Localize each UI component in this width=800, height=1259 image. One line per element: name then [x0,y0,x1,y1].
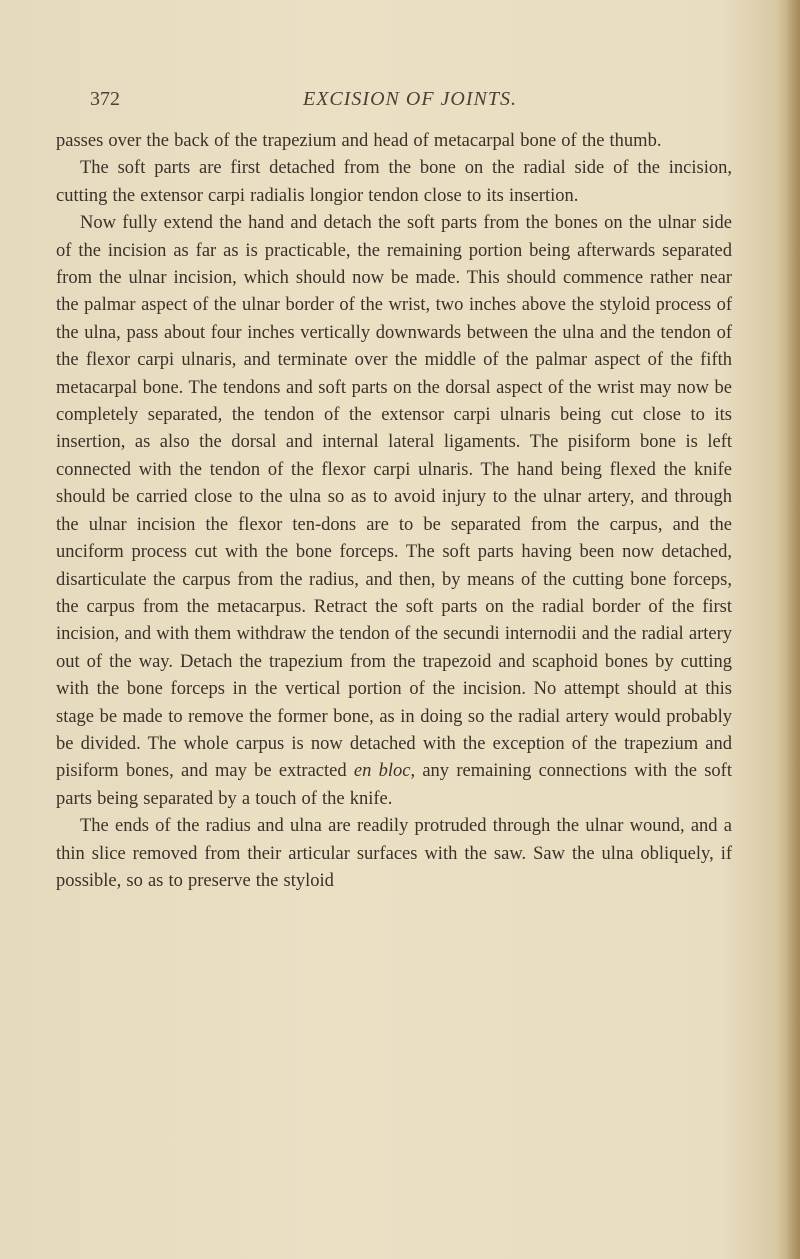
paragraph-3 [56,210,732,813]
paragraph-1: passes over the back of the trapezium and head of metacarpal bone of the thumb. [56,131,662,151]
page-edge-shadow [786,0,800,1259]
paragraph-3-text: Now fully extend the hand and detach the soft parts from the bones on the ulnar side of the incision as far as is practicable, the remaining portion being afterwards separated from the ulnar incision, which should now be made. This should commence rather near the palmar aspect of the ulnar border of the wrist, two inches above the styloid process of the ulna, pass about four inches vertically downwards between the ulna and the tendon of the flexor carpi ulnaris, and terminate over the middle of the palmar aspect of the fifth metacarpal bone. The tendons and soft parts on the dorsal aspect of the wrist may now be completely separated, the tendon of the extensor carpi ulnaris being cut close to its insertion, as also the dorsal and internal lateral ligaments. The pisiform bone is left connected with the tendon of the flexor carpi ulnaris. The hand being flexed the knife should be carried close to the ulna so as to avoid injury to the ulnar artery, and through the ulnar incision the flexor ten-dons are to be separated from the carpus, and the unciform process cut with the bone forceps. The soft parts having been now detached, disarticulate the carpus from the radius, and then, by means of the cutting bone forceps, the carpus from the metacarpus. Retract the soft parts on the radial border of the first incision, and with them withdraw the tendon of the secundi internodii and the radial artery out of the way. Detach the trapezium from the trapezoid and scaphoid bones by cutting with the bone forceps in the vertical portion of the incision. No attempt should at this stage be made to remove the former bone, as in doing so the radial artery would probably be divided. The whole carpus is now detached with the exception of the trapezium and pisiform bones, and may be extracted [56,213,732,782]
italic-phrase-en-bloc: en bloc [353,761,411,782]
paragraph-3-tail: , any remaining connections with the soft parts being separated by a touch of the knife. [56,761,732,809]
paragraph-2: The soft parts are first detached from the bone on the radial side of the incision, cutting the extensor carpi radialis longior tendon close to its insertion. [56,158,732,206]
running-title: EXCISION OF JOINTS. [303,88,517,110]
page-number: 372 [90,88,120,110]
paragraph-4: The ends of the radius and ulna are readily protruded through the ulnar wound, and a thin slice removed from their articular surfaces with the saw. Saw the ulna obliquely, if possible, so as to preserve the styloid [56,816,732,891]
running-head [90,88,730,118]
body-text [56,128,732,895]
